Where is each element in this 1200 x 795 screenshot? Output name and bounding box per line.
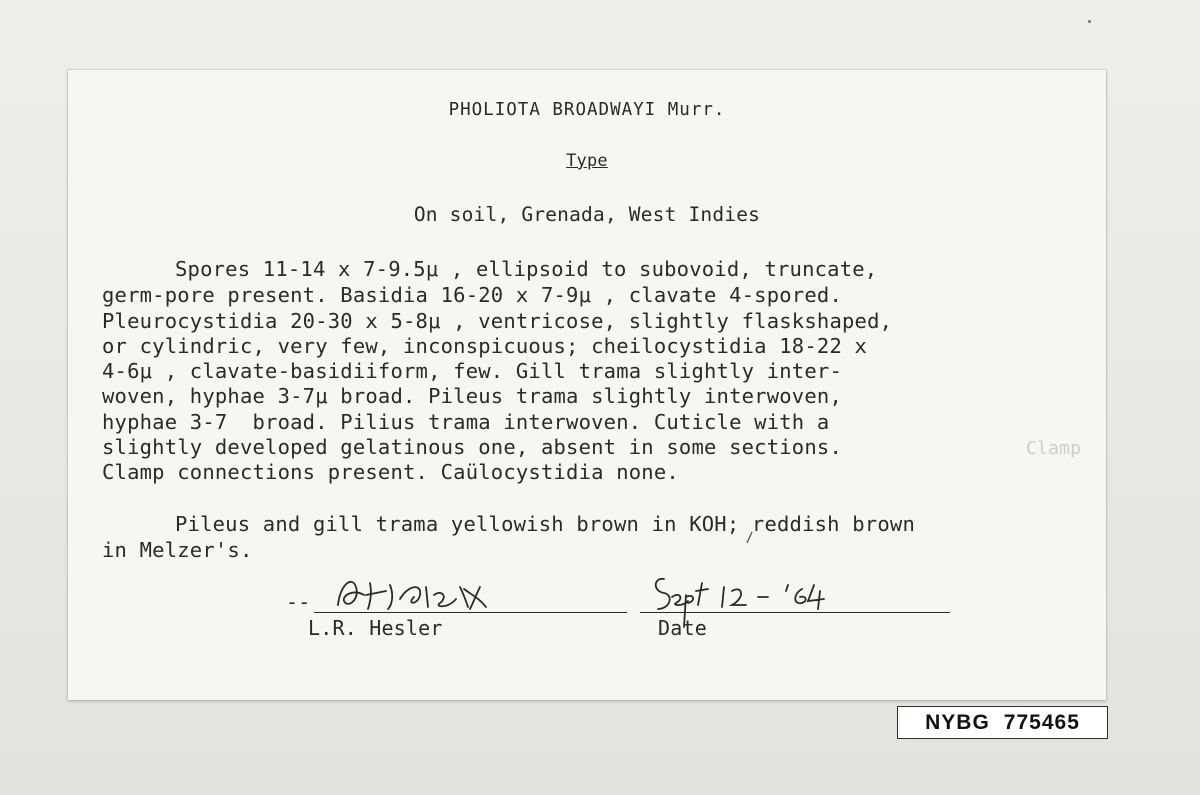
- description-line: Spores 11-14 x 7-9.5μ , ellipsoid to subovoid, truncate,: [175, 257, 878, 281]
- description-line: Clamp connections present. Caülocystidia none.: [102, 460, 679, 484]
- specimen-label: [68, 70, 1106, 700]
- accession-number-label: [897, 706, 1108, 739]
- description-line: 4-6μ , clavate-basidiiform, few. Gill trama slightly inter-: [102, 359, 842, 383]
- faint-typed-word: Clamp: [1026, 438, 1082, 459]
- speck: [1088, 20, 1091, 23]
- signature-dash: --: [286, 590, 311, 614]
- date-caption: Date: [658, 616, 707, 640]
- accession-number: 775465: [1003, 710, 1080, 734]
- description-line: Pleurocystidia 20-30 x 5-8μ , ventricose, slightly flaskshaped,: [102, 309, 893, 333]
- locality-line: On soil, Grenada, West Indies: [413, 203, 761, 226]
- description-line: germ-pore present. Basidia 16-20 x 7-9μ , clavate 4-spored.: [102, 283, 842, 307]
- description-line: or cylindric, very few, inconspicuous; cheilocystidia 18-22 x: [102, 334, 868, 358]
- type-label: Type: [566, 151, 608, 171]
- description-line: hyphae 3-7 broad. Pilius trama interwoven. Cuticle with a: [102, 410, 830, 434]
- date-line: [640, 612, 950, 613]
- description-line: woven, hyphae 3-7μ broad. Pileus trama slightly interwoven,: [102, 384, 842, 408]
- description-line: slightly developed gelatinous one, absent in some sections.: [102, 435, 842, 459]
- pencil-tick-mark: [744, 531, 754, 545]
- reaction-line: in Melzer's.: [102, 538, 253, 562]
- signature-line: [314, 612, 627, 613]
- reaction-line: Pileus and gill trama yellowish brown in KOH; reddish brown: [175, 512, 915, 536]
- species-title: PHOLIOTA BROADWAYI Murr.: [448, 100, 726, 120]
- institution-code: NYBG: [925, 710, 990, 734]
- signer-name: L.R. Hesler: [308, 616, 443, 640]
